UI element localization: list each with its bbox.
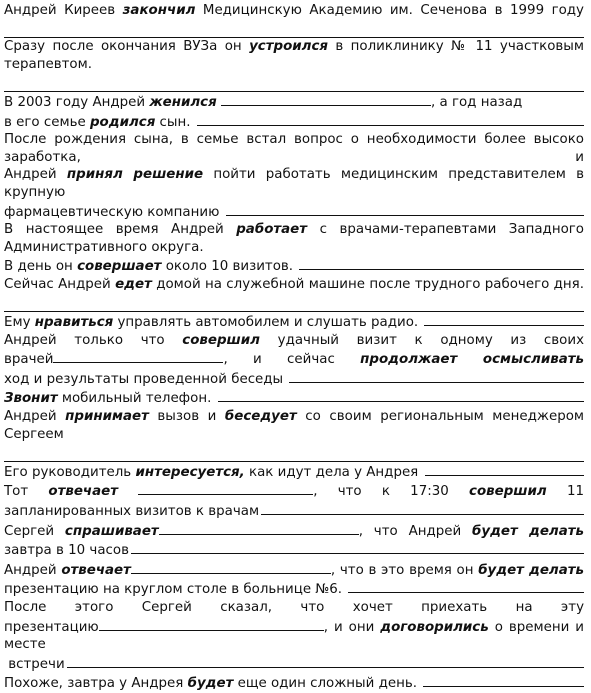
highlighted-verb: будет делать <box>472 523 584 539</box>
text-segment: в поликлинику № 11 участковым терапевтом. <box>4 39 584 72</box>
highlighted-verb: родился <box>89 114 156 130</box>
text-segment: Андрей <box>4 167 67 183</box>
text-segment: запланированных визитов к врачам <box>4 504 260 520</box>
highlighted-verb: принимает <box>65 409 149 425</box>
answer-blank[interactable] <box>138 481 313 495</box>
highlighted-verb: нравиться <box>34 315 114 331</box>
answer-blank[interactable] <box>424 312 584 326</box>
text-line-12 <box>4 312 584 332</box>
text-segment: как идут дела у Андрея <box>244 464 423 480</box>
highlighted-verb: спрашивает <box>64 523 159 539</box>
answer-line[interactable] <box>4 443 584 462</box>
text-line-3 <box>4 92 584 112</box>
answer-line[interactable] <box>4 294 584 313</box>
text-segment: В день он <box>4 259 78 275</box>
highlighted-verb: продолжает осмысливать <box>360 352 584 368</box>
answer-blank[interactable] <box>226 202 584 216</box>
text-segment: о времени и месте <box>4 619 584 653</box>
text-segment: В настоящее время Андрей <box>4 222 237 238</box>
answer-blank[interactable] <box>131 560 331 574</box>
highlighted-verb: женился <box>149 94 217 110</box>
text-segment: домой на служебной машине после трудного рабочего дня. <box>151 276 584 292</box>
text-segment: Андрей только что <box>4 332 183 348</box>
highlighted-verb: интересуется, <box>135 464 245 480</box>
text-segment: Андрей <box>4 409 66 425</box>
text-segment: Сейчас Андрей <box>4 276 116 292</box>
text-segment: , что Андрей <box>358 523 473 539</box>
text-line-22 <box>4 540 584 560</box>
text-segment: сын. <box>155 114 195 130</box>
highlighted-verb: отвечает <box>61 562 131 578</box>
text-segment: 11 <box>546 484 584 500</box>
text-segment: Медицинскую Академию им. Сеченова в 1999 году <box>195 3 584 18</box>
text-line-13 <box>4 332 584 350</box>
text-line-19 <box>4 481 584 501</box>
text-segment: В 2003 году Андрей <box>4 94 150 110</box>
text-line-21 <box>4 521 584 541</box>
text-segment: вызов и <box>148 409 225 425</box>
text-segment: встречи <box>4 656 65 672</box>
text-segment: в его семье <box>4 114 90 130</box>
text-line-2 <box>4 38 584 73</box>
answer-blank[interactable] <box>221 92 431 106</box>
text-segment: врачей <box>4 352 54 368</box>
text-segment: Ему <box>4 315 35 331</box>
answer-blank[interactable] <box>218 388 584 402</box>
text-segment: После рождения сына, в семье встал вопрос о необходимости более высоко заработка, и <box>4 132 584 165</box>
answer-blank[interactable] <box>159 521 359 535</box>
text-line-8 <box>4 221 584 239</box>
answer-blank[interactable] <box>348 579 584 593</box>
text-segment: фармацевтическую компанию <box>4 204 224 220</box>
text-segment: с врачами-терапевтами Западного <box>307 222 584 238</box>
text-line-24 <box>4 579 584 599</box>
highlighted-verb: принял решение <box>66 167 204 183</box>
text-line-10 <box>4 256 584 276</box>
highlighted-verb: будет делать <box>478 562 585 578</box>
text-segment: , и сейчас <box>223 352 361 368</box>
highlighted-verb: совершил <box>469 484 547 500</box>
text-segment: пойти работать медицинским представителем в крупную <box>4 167 584 200</box>
text-segment: , что к 17:30 <box>313 484 470 500</box>
text-segment: Его руководитель <box>4 464 136 480</box>
text-segment: презентацию <box>4 619 99 635</box>
answer-blank[interactable] <box>99 617 324 631</box>
answer-blank[interactable] <box>197 112 584 126</box>
worksheet-text <box>4 2 584 693</box>
highlighted-verb: беседует <box>224 409 297 425</box>
text-segment: еще один сложный день. <box>233 676 422 692</box>
text-segment: удачный визит к одному из своих <box>259 332 585 348</box>
highlighted-verb: будет <box>187 676 234 692</box>
highlighted-verb: едет <box>115 276 152 292</box>
text-line-27 <box>4 654 584 674</box>
highlighted-verb: закончил <box>122 3 196 18</box>
text-line-28 <box>4 673 584 693</box>
text-segment: Андрей <box>4 562 62 578</box>
text-segment <box>118 484 138 499</box>
text-segment: Сергей <box>4 523 65 539</box>
text-line-23 <box>4 560 584 580</box>
text-segment: ход и результаты проведенной беседы <box>4 371 288 387</box>
text-segment: Тот <box>4 484 49 500</box>
text-line-11 <box>4 276 584 294</box>
text-segment: Административного округа. <box>4 239 204 255</box>
answer-blank[interactable] <box>67 654 584 668</box>
text-line-9 <box>4 239 584 257</box>
text-segment: мобильный телефон. <box>57 391 216 407</box>
text-segment: , а год назад <box>430 94 523 110</box>
text-line-16 <box>4 388 584 408</box>
text-segment: со своим региональным менеджером Сергеем <box>4 409 584 442</box>
text-line-1 <box>4 2 584 20</box>
text-segment: около 10 визитов. <box>161 259 298 275</box>
answer-blank[interactable] <box>261 501 584 515</box>
highlighted-verb: Звонит <box>4 391 58 407</box>
answer-blank[interactable] <box>423 673 584 687</box>
text-segment: Сразу после окончания ВУЗа он <box>4 39 250 55</box>
highlighted-verb: совершил <box>182 332 260 348</box>
answer-blank[interactable] <box>289 369 584 383</box>
text-line-15 <box>4 369 584 389</box>
text-line-7 <box>4 202 584 222</box>
answer-blank[interactable] <box>299 256 584 270</box>
answer-line[interactable] <box>4 20 584 39</box>
highlighted-verb: отвечает <box>48 484 118 500</box>
text-segment: Андрей Киреев <box>4 3 123 18</box>
answer-blank[interactable] <box>53 349 223 363</box>
highlighted-verb: устроился <box>249 39 329 55</box>
text-line-18 <box>4 462 584 482</box>
text-line-20 <box>4 501 584 521</box>
text-line-17 <box>4 408 584 443</box>
text-segment: завтра в 10 часов <box>4 543 129 559</box>
highlighted-verb: работает <box>236 222 308 238</box>
text-line-14 <box>4 349 584 369</box>
text-line-6 <box>4 166 584 201</box>
text-segment: Похоже, завтра у Андрея <box>4 676 188 692</box>
answer-blank[interactable] <box>131 540 584 554</box>
text-segment: , что в это время он <box>330 562 479 578</box>
answer-blank[interactable] <box>425 462 585 476</box>
text-segment: , и они <box>323 619 381 635</box>
highlighted-verb: совершает <box>77 259 162 275</box>
text-line-5 <box>4 131 584 166</box>
text-line-4 <box>4 112 584 132</box>
text-segment: После этого Сергей сказал, что хочет приехать на эту <box>4 600 584 615</box>
text-line-26 <box>4 617 584 654</box>
highlighted-verb: договорились <box>380 619 489 635</box>
text-segment: управлять автомобилем и слушать радио. <box>113 315 423 331</box>
answer-line[interactable] <box>4 73 584 92</box>
text-segment: презентацию на круглом столе в больнице №6. <box>4 582 347 598</box>
